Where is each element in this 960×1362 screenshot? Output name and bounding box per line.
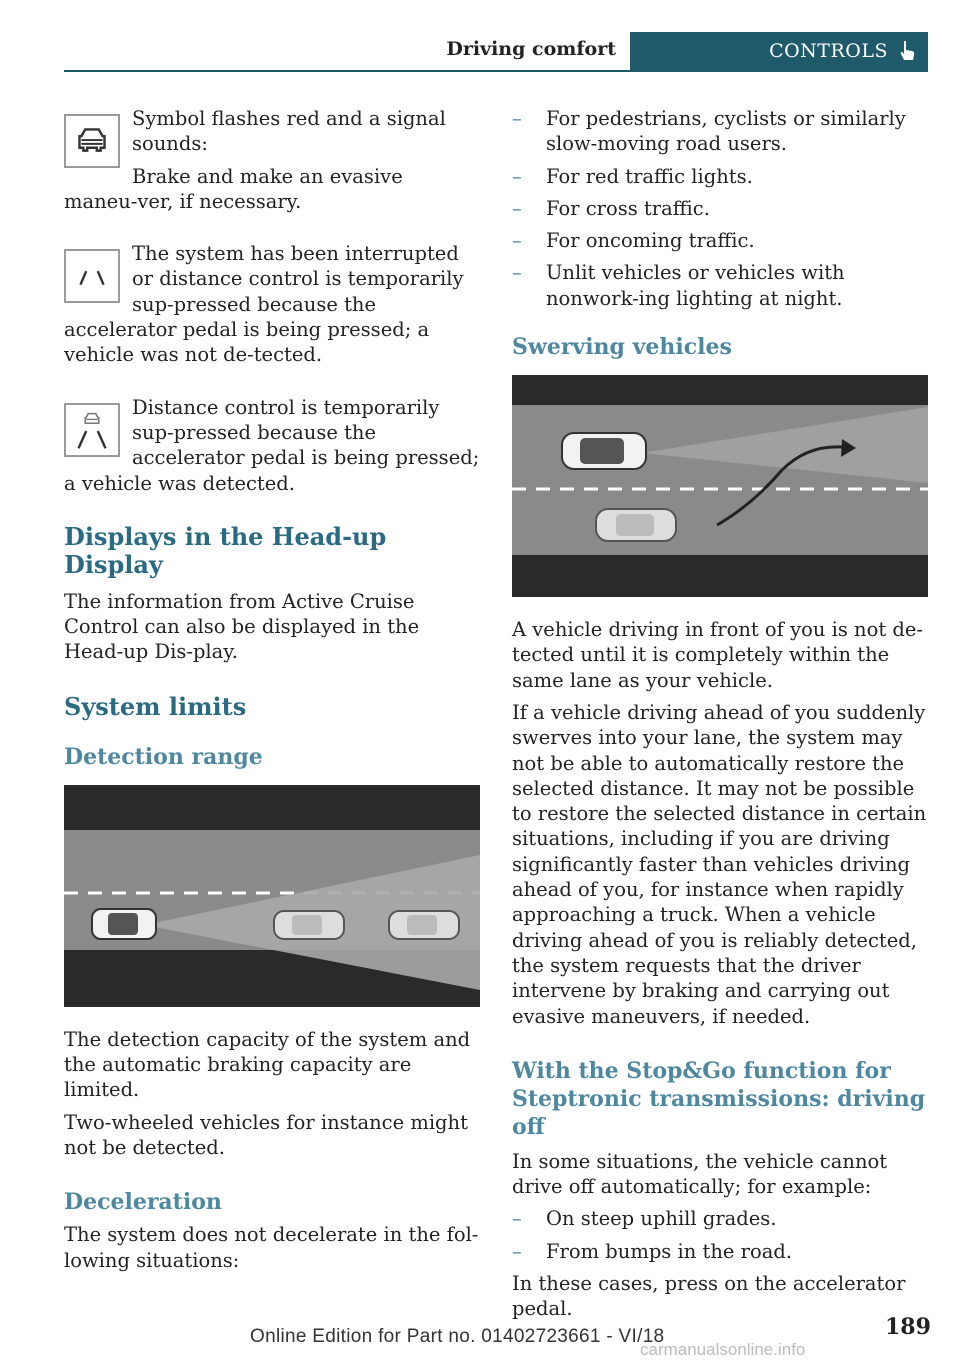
list-item: – For cross traffic. [512,196,710,220]
car-ahead-warning-icon [64,114,120,168]
limits-heading: System limits [64,691,247,721]
icon-item-suppressed [64,395,480,503]
list-item: – For pedestrians, cyclists or similarly slow-moving road users. [512,107,906,156]
hud-heading: Displays in the Head-up Display [64,521,387,579]
pointing-hand-icon [898,40,916,62]
icon-item-interrupted [64,241,480,374]
right-column [512,106,928,1329]
own-car [596,509,676,541]
car-lane-lines-icon [64,403,120,457]
swerve-text-1: A vehicle driving in front of you is not de-tected until it is completely within the same lane as your vehicle. [512,618,923,692]
range-text-1: The detection capacity of the system and the automatic braking capacity are limited. [64,1027,471,1102]
list-item: – For red traffic lights. [512,164,753,188]
range-text-2: Two-wheeled vehicles for instance might not be detected. [64,1110,468,1159]
stopgo-heading: With the Stop&Go function for Steptronic transmissions: driving off [512,1057,926,1140]
list-item: – Unlit vehicles or vehicles with nonwork-ing lighting at night. [512,261,845,310]
list-item: – On steep uphill grades. [512,1207,777,1231]
range-heading: Detection range [64,743,263,770]
icon-item-warning [64,106,480,221]
list-item: – For oncoming traffic. [512,229,755,253]
detection-range-illustration [64,785,480,1007]
icon-text: Brake and make an evasive maneu-ver, if necessary. [64,164,403,213]
section-title: Driving comfort [446,38,616,60]
swerve-text-2: If a vehicle driving ahead of you suddenly swerves into your lane, the system may not be able to automatically restore the selected distance. It may not be possible to restore the selected distance in certain situations, including if you are driving significantly faster than vehicles driving ahead of you, for instance when rapidly approaching a truck. When a vehicle driving ahead of you is reliably detected, the system requests that the driver intervene by braking and carrying out evasive maneuvers, if needed. [512,700,927,1028]
list-item: – From bumps in the road. [512,1239,792,1263]
decel-text: The system does not decelerate in the fol-lowing situations: [64,1223,479,1272]
lane-lines-icon [64,249,120,303]
stopgo-list [512,1206,928,1264]
swerve-heading: Swerving vehicles [512,334,732,361]
page-number: 189 [885,1314,931,1340]
hud-text: The information from Active Cruise Control can also be displayed in the Head-up Dis-play. [64,589,420,664]
swerving-vehicles-illustration [512,375,928,597]
decel-heading: Deceleration [64,1189,222,1216]
car-ahead-2 [389,911,459,939]
car-ahead-1 [274,911,344,939]
chapter-tab [630,32,928,70]
icon-text: The system has been interrupted or distance control is temporarily sup-pressed because the accelerator pedal is being pressed; a vehicle was not de-tected. [64,242,464,367]
stopgo-text: In some situations, the vehicle cannot drive off automatically; for example: [512,1149,888,1199]
left-column [64,106,480,1280]
icon-text: Symbol flashes red and a signal sounds: [132,107,446,156]
icon-text: Distance control is temporarily sup-pressed because the accelerator pedal is being pressed; a vehicle was detected. [64,395,480,495]
watermark: carmanualsonline.info [640,1340,806,1359]
swerving-car-front [562,433,646,469]
stopgo-end: In these cases, press on the accelerator pedal. [512,1272,906,1321]
own-car [92,909,156,939]
page-header [64,32,928,72]
chapter-title: CONTROLS [769,40,888,62]
edition-line: Online Edition for Part no. 01402723661 - VI/18 [250,1326,665,1347]
decel-list [512,106,928,311]
